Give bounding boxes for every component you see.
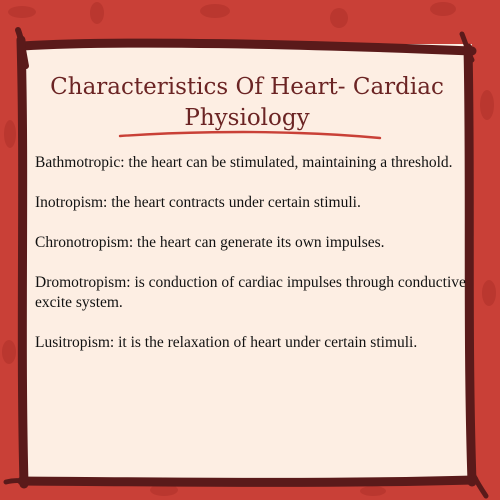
characteristic-chronotropism: Chronotropism: the heart can generate its own impulses. [35,234,385,251]
background-blob [482,280,496,306]
background-blob [480,90,494,120]
background-blob [2,340,16,364]
characteristics-list [35,153,475,373]
background-blob [330,8,348,28]
background-blob [8,6,36,18]
characteristic-lusitropism: Lusitropism: it is the relaxation of heart under certain stimuli. [35,334,418,351]
background-blob [360,486,386,496]
background-blob [90,2,104,24]
background-blob [430,2,456,16]
title-line-1: Characteristics Of Heart- Cardiac [50,74,444,100]
title-line-2: Physiology [184,105,310,131]
background-blob [200,4,230,18]
background-blob [150,484,178,496]
characteristic-bathmotropic: Bathmotropic: the heart can be stimulated, maintaining a threshold. [35,154,453,171]
characteristic-dromotropism: Dromotropism: is conduction of cardiac impulses through conductive excite system. [35,274,466,311]
characteristic-inotropism: Inotropism: the heart contracts under certain stimuli. [35,194,361,211]
page-title [22,72,472,134]
background-blob [4,120,16,148]
